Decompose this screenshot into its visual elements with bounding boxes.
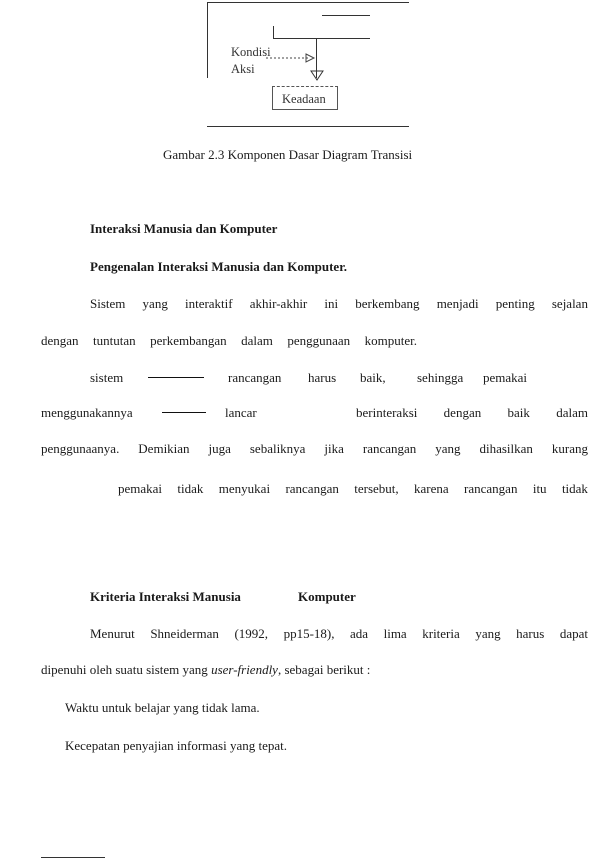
word: baik,	[360, 370, 386, 385]
para1-line1: Sistem yang interaktif akhir-akhir ini berkembang menjadi penting sejalan	[90, 296, 588, 311]
para3-line1: Menurut Shneiderman (1992, pp15-18), ada lima kriteria yang harus dapat	[90, 626, 588, 641]
section-heading-continued: Komputer	[298, 589, 356, 604]
word: lancar	[225, 405, 257, 420]
diagram-frame-left	[207, 2, 208, 78]
para1-line2: dengan tuntutan perkembangan dalam penggunaan komputer.	[41, 333, 417, 348]
blank-line	[148, 377, 204, 378]
figure-caption: Gambar 2.3 Komponen Dasar Diagram Transisi	[163, 147, 413, 162]
arrow-down-icon	[310, 70, 324, 82]
word: menggunakannya	[41, 405, 133, 420]
footnote-separator	[41, 857, 105, 858]
para2-line4: pemakai tidak menyukai rancangan tersebut, karena rancangan itu tidak	[118, 481, 588, 496]
list-item: Waktu untuk belajar yang tidak lama.	[65, 700, 260, 715]
label-kondisi: Kondisi	[231, 45, 271, 59]
word: sehingga	[417, 370, 464, 385]
label-aksi: Aksi	[231, 62, 255, 76]
word: pemakai	[483, 370, 528, 385]
arrow-right-icon	[266, 53, 316, 63]
blank-line	[162, 412, 206, 413]
word: rancangan	[228, 370, 282, 385]
para2-line2-right: berinteraksi dengan baik dalam	[356, 405, 588, 420]
label-keadaan: Keadaan	[282, 92, 326, 106]
diagram-frame-top	[207, 2, 409, 3]
section-subheading: Pengenalan Interaksi Manusia dan Komputer.	[90, 259, 348, 274]
diagram-line-a	[322, 15, 370, 16]
para3-line2: dipenuhi oleh suatu sistem yang user-friendly, sebagai berikut :	[41, 662, 371, 677]
section-heading: Interaksi Manusia dan Komputer	[90, 221, 278, 236]
word: sistem	[90, 370, 124, 385]
diagram-line-b	[273, 38, 370, 39]
diagram-frame-bottom	[207, 126, 409, 127]
para2-line3: penggunaanya. Demikian juga sebaliknya jika rancangan yang dihasilkan kurang	[41, 441, 588, 456]
diagram-tick	[273, 26, 274, 38]
section-heading: Kriteria Interaksi Manusia	[90, 589, 241, 604]
list-item: Kecepatan penyajian informasi yang tepat.	[65, 738, 287, 753]
word: harus	[308, 370, 337, 385]
